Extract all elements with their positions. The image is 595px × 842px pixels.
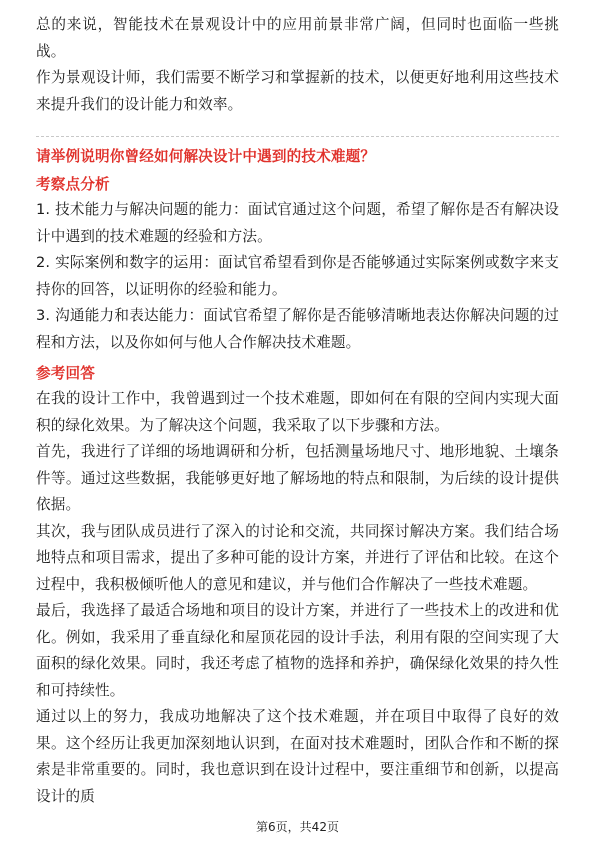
analysis-point: 2. 实际案例和数字的运用：面试官希望看到你是否能够通过实际案例或数字来支持你的回答，以证明你的经验和能力。 bbox=[36, 254, 559, 298]
answer-paragraph: 首先，我进行了详细的场地调研和分析，包括测量场地尺寸、地形地貌、土壤条件等。通过这些数据，我能够更好地了解场地的特点和限制，为后续的设计提供依据。 bbox=[36, 443, 559, 513]
answer-heading: 参考回答 bbox=[36, 365, 95, 382]
analysis-point: 1. 技术能力与解决问题的能力：面试官通过这个问题，希望了解你是否有解决设计中遇到的技术难题的经验和方法。 bbox=[36, 201, 559, 245]
section-divider bbox=[36, 136, 559, 137]
question-title: 请举例说明你曾经如何解决设计中遇到的技术难题？ bbox=[36, 148, 376, 165]
answer-paragraph: 在我的设计工作中，我曾遇到过一个技术难题，即如何在有限的空间内实现大面积的绿化效果。为了解决这个问题，我采取了以下步骤和方法。 bbox=[36, 390, 559, 434]
analysis-heading: 考察点分析 bbox=[36, 176, 110, 193]
intro-paragraph: 总的来说，智能技术在景观设计中的应用前景非常广阔，但同时也面临一些挑战。 bbox=[36, 16, 559, 60]
intro-paragraph: 作为景观设计师，我们需要不断学习和掌握新的技术，以便更好地利用这些技术来提升我们的设计能力和效率。 bbox=[36, 69, 559, 113]
answer-paragraph: 最后，我选择了最适合场地和项目的设计方案，并进行了一些技术上的改进和优化。例如，我采用了垂直绿化和屋顶花园的设计手法，利用有限的空间实现了大面积的绿化效果。同时，我还考虑了植物的选择和养护，确保绿化效果的持久性和可持续性。 bbox=[36, 602, 559, 699]
answer-paragraph: 其次，我与团队成员进行了深入的讨论和交流，共同探讨解决方案。我们结合场地特点和项目需求，提出了多种可能的设计方案，并进行了评估和比较。在这个过程中，我积极倾听他人的意见和建议，并与他们合作解决了一些技术难题。 bbox=[36, 522, 559, 593]
answer-paragraph: 通过以上的努力，我成功地解决了这个技术难题，并在项目中取得了良好的效果。这个经历让我更加深刻地认识到，在面对技术难题时，团队合作和不断的探索是非常重要的。同时，我也意识到在设计过程中，要注重细节和创新，以提高设计的质 bbox=[36, 708, 559, 805]
page-content bbox=[36, 12, 559, 810]
analysis-point: 3. 沟通能力和表达能力：面试官希望了解你是否能够清晰地表达你解决问题的过程和方法，以及你如何与他人合作解决技术难题。 bbox=[36, 307, 559, 351]
page-number: 第6页，共42页 bbox=[256, 820, 339, 834]
